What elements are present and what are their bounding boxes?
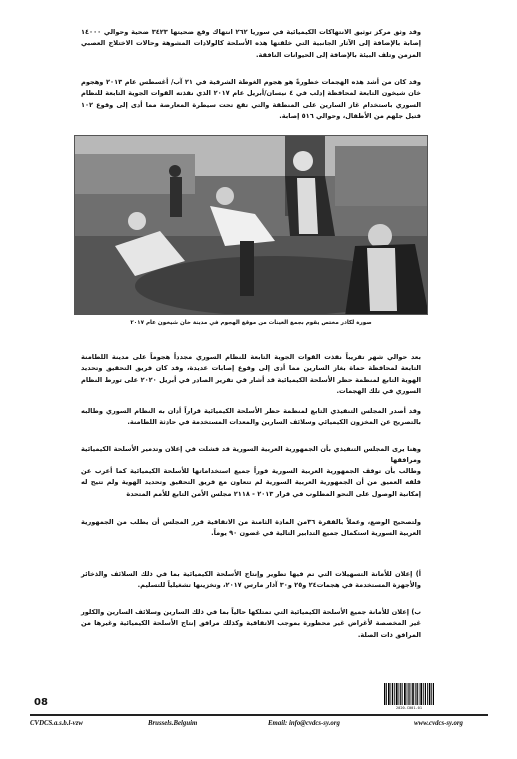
paragraph-item-a: أ) إعلان للأمانة التسهيلات التي تم فيها تطوير وإنتاج الأسلحة الكيميائية بما في ذلك السلائف والذخائر والأجهزة المستخدمة في هجمات٢٤ و٢٥ و٣٠ آذار مارس ٢٠١٧، وتخزينها تشغيلياً للتسليم.	[81, 570, 421, 590]
paragraph-failure-to-declare: وهنا يرى المجلس التنفيذي بأن الجمهورية العربية السورية قد فشلت في إعلان وتدمير الأسلحة الكيميائية ومرافقها	[81, 445, 421, 465]
photo-caption: صورة لكادر مختص يقوم بجمع العينات من موقع الهجوم في مدينة خان شيخون عام ٢٠١٧	[130, 320, 372, 326]
paragraph-remedial-measures: ولتصحيح الوضع، وعملاً بالفقرة ٣٦من المادة الثامنة من الاتفاقية قرر المجلس أن يطلب من الجمهورية العربية السورية استكمال جميع التدابير التالية في غضون ٩٠ يوماً.	[81, 518, 421, 538]
barcode-number: 2020-C001-01	[396, 706, 422, 710]
paragraph-executive-council-decision: وقد أصدر المجلس التنفيذي التابع لمنظمة حظر الأسلحة الكيميائية قراراً أدان به النظام السوري وطالبه بالتصريح عن المخزون الكيميائي وسلائف السارين والمعدات المستخدمة في حادثة اللطامنة.	[81, 407, 421, 427]
photo-illustration	[75, 136, 428, 315]
barcode-icon	[384, 683, 434, 705]
footer-email-link[interactable]: Email: info@cvdcs-sy.org	[268, 720, 340, 727]
footer-divider	[30, 714, 488, 716]
photo-sample-collection	[74, 135, 428, 315]
paragraph-item-b: ب) إعلان للأمانة جميع الأسلحة الكيميائية التي تمتلكها حالياً بما في ذلك السارين وسلائف السارين والكلور غير المخصصة لأغراض غير محظورة بموجب الاتفاقية وكذلك مرافق إنتاج الأسلحة الكيميائية وغيرها من المرافق ذات الصلة.	[81, 608, 421, 639]
paragraph-latamneh-attack: بعد حوالي شهر تقريباً نفذت القوات الجوية التابعة للنظام السوري مجدداً هجوماً على مدينة اللطامنة التابعة لمحافظة حماة بغاز السارين مما أدى إلى وقوع إصابات عديدة، وقد كان فريق التحقيق وتحديد الهوية التابع لمنظمة حظر الأسلحة الكيميائية قد أشار في تقرير الصادر في أبريل ٢٠٢٠ على تورط النظام السوري في تلك الهجمات.	[81, 353, 421, 396]
page-number: 08	[34, 697, 48, 708]
paragraph-violations-count: وقد وثق مركز توثيق الانتهاكات الكيميائية في سوريا ٢٦٢ انتهاك وقع ضحيتها ٣٤٢٣ ضحية وحوالي ١٤٠٠٠ إصابة بالإضافة إلى الآثار الجانبية التي خلقتها هذه الأسلحة كالولادات المشوهة وحالات الاختلاج العصبي المزمن وتلف البيئة بالإضافة إلى الحيوانات النافقة.	[81, 28, 421, 59]
footer-website-link[interactable]: www.cvdcs-sy.org	[414, 720, 463, 727]
footer-org-name: CVDCS.a.s.b.l-vzw	[30, 720, 83, 727]
paragraph-major-attacks: وقد كان من أشد هذه الهجمات خطورةً هو هجوم الغوطة الشرقية في ٢١ آب/ أغسطس عام ٢٠١٣ وهجوم خان شيخون التابعة لمحافظة إدلب في ٤ نيسان/أبريل عام ٢٠١٧ الذي نفذته القوات الجوية التابعة للنظام السوري باستخدام غاز السارين على المنطقة والتي تقع تحت سيطرة المعارضة مما أدى إلى وقوع ١٠٢ قتيل جلهم من الأطفال، وحوالي ٥١٦ إصابة.	[81, 78, 422, 121]
footer-city: Brussels.Belguim	[148, 720, 198, 727]
paragraph-demands: وطالب بأن توقف الجمهورية العربية السورية فوراً جميع استخداماتها للأسلحة الكيميائية كما أعرب عن قلقه العميق من أن الجمهورية العربية السورية لم تتعاون مع فريق التحقيق وتحديد الهوية ولم تتيح له إمكانية الوصول على النحو المطلوب في قرار ٢٠١٣ - ٢١١٨ مجلس الأمن التابع للأمم المتحدة	[81, 467, 421, 498]
